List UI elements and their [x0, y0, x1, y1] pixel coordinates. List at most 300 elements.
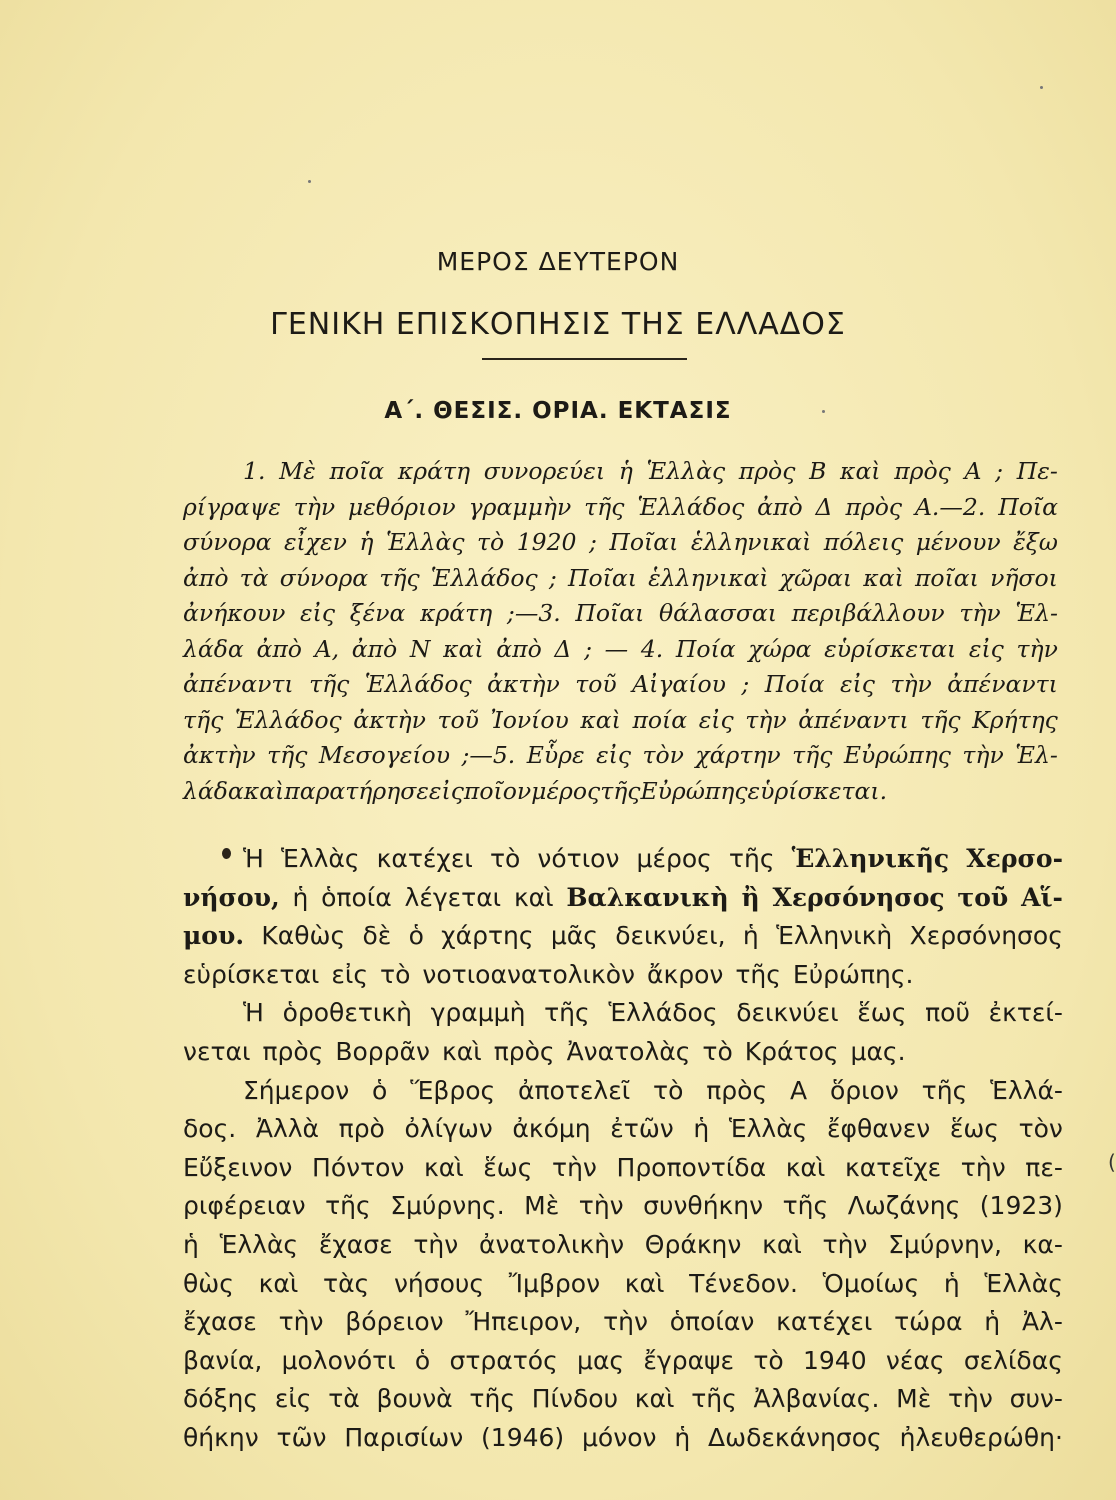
word: γραμμὴν: [468, 492, 572, 521]
word: Ἀλλὰ: [255, 1114, 320, 1144]
word: εἰς: [331, 959, 369, 989]
word: Βαλκανικὴ: [566, 882, 729, 912]
word: πρὸς: [894, 457, 951, 485]
word: ποῦ: [925, 998, 970, 1028]
word: Λωζάνης: [847, 1191, 961, 1221]
title-divider: [482, 358, 687, 360]
body-line: [183, 917, 1063, 956]
word: ἀκτὴν: [353, 705, 426, 734]
body-line: [183, 840, 1063, 879]
word: ;: [548, 563, 557, 592]
word: κράτη: [397, 457, 471, 485]
word: τῆς: [379, 563, 420, 592]
word: ἔξω: [1013, 528, 1058, 556]
word: ἡ: [292, 882, 309, 912]
word: νοτιοανατολικὸν: [422, 959, 635, 989]
word: τὴν: [959, 599, 1001, 627]
word: Σμύρνην,: [888, 1229, 1002, 1259]
word: τῆς: [728, 844, 775, 873]
word: τὴν: [948, 1384, 993, 1414]
word: Εὗρε: [526, 741, 585, 769]
word: ἑλληνικαὶ: [648, 563, 769, 592]
word: Χερσόνησος: [772, 882, 945, 912]
word: Β: [809, 457, 827, 485]
word: Α.—2.: [914, 492, 986, 521]
word: κατεῖχε: [844, 1152, 942, 1182]
word: τῆς: [469, 1384, 515, 1414]
question-line: [183, 667, 1058, 703]
word: νεται: [183, 1036, 251, 1066]
word: τὸ: [702, 1036, 733, 1066]
word: τὴν: [1016, 634, 1058, 663]
word: εἶχεν: [283, 528, 347, 556]
word: Ν: [409, 634, 431, 663]
word: Ἑλληνικῆς: [791, 844, 950, 873]
word: μέρος: [531, 776, 601, 805]
word: τὴν: [413, 1229, 459, 1259]
word: Εὐρώπης: [640, 776, 748, 805]
word: Ὁμοίως: [822, 1268, 920, 1298]
word: εἰς: [274, 1384, 312, 1414]
word: τώρα: [894, 1307, 963, 1337]
speck: [308, 180, 311, 183]
word: τῆς: [920, 705, 961, 734]
word: πρὸς: [262, 1036, 324, 1066]
body-line: [183, 1226, 1063, 1265]
word: χῶραι: [779, 563, 853, 592]
word: εἰς: [596, 741, 632, 769]
word: νότιον: [537, 844, 620, 873]
word: Κράτος: [744, 1036, 839, 1066]
word: ἔγραψε: [643, 1345, 735, 1375]
word: τοῦ: [437, 705, 479, 734]
word: πρὸς: [738, 457, 796, 485]
word: κατέχει: [776, 1307, 873, 1337]
word: τὸ: [477, 528, 505, 556]
word: ἡ: [359, 528, 374, 556]
word: ἀπὸ: [256, 634, 302, 663]
word: τὸν: [642, 741, 684, 769]
word: ὁποία: [321, 882, 392, 912]
word: ;: [584, 634, 592, 663]
part-label: ΜΕΡΟΣ ΔΕΥΤΕΡΟΝ: [436, 247, 680, 276]
word: μέρος: [636, 844, 712, 873]
word: τῆς: [309, 670, 350, 698]
question-line: [183, 632, 1058, 668]
word: Προποντίδα: [616, 1152, 767, 1182]
word: ;: [995, 457, 1004, 485]
word: μένουν: [915, 528, 1001, 556]
word: τὴν: [962, 741, 1004, 769]
word: χάρτην: [695, 741, 781, 769]
word: Ποῖαι: [575, 599, 645, 627]
word: τὸ: [489, 844, 521, 873]
word: Πε-: [1016, 457, 1058, 485]
word: τὰ: [239, 563, 269, 592]
word: ποία: [632, 705, 688, 734]
word: (1923): [979, 1191, 1063, 1221]
word: ἄκρον: [647, 959, 724, 989]
word: ὁροθετικὴ: [282, 998, 412, 1028]
word: Αἰγαίου: [632, 670, 726, 698]
word: τῆς: [735, 959, 781, 989]
word: ἡ: [984, 1307, 1001, 1337]
word: εἰς: [300, 599, 336, 627]
word: τὴν: [552, 1152, 597, 1182]
chapter-title: ΓΕΝΙΚΗ ΕΠΙΣΚΟΠΗΣΙΣ ΤΗΣ ΕΛΛΑΔΟΣ: [270, 307, 846, 342]
question-line: [183, 703, 1058, 739]
word: τῆς: [584, 492, 625, 521]
word: πρὸ: [338, 1114, 385, 1144]
body-line: [183, 1187, 1063, 1226]
word: Ἑλ-: [1015, 741, 1058, 769]
word: θάλασσαι: [659, 599, 777, 627]
word: τῆς: [544, 998, 590, 1028]
word: Σμύρνης.: [390, 1191, 505, 1221]
word: Ἑλλὰς: [984, 1268, 1063, 1298]
word: καὶ: [634, 1384, 675, 1414]
word: τῆς: [921, 1075, 968, 1105]
word: τὴν: [578, 1191, 624, 1221]
word: ἡ: [693, 1114, 710, 1144]
word: τὸ: [753, 1345, 784, 1375]
word: ἀπέναντι: [798, 705, 909, 734]
speck: [1040, 86, 1043, 89]
body-line: [183, 1380, 1063, 1419]
word: Μὲ: [524, 1191, 560, 1221]
word: Ἑλλάδος: [608, 998, 718, 1028]
word: Κρήτης: [972, 705, 1058, 734]
word: ἀκτὴν: [487, 670, 560, 698]
word: Τένεδον.: [689, 1268, 798, 1298]
word: ;: [588, 528, 597, 556]
word: μόνον: [582, 1422, 657, 1452]
word: ὁ: [414, 1345, 431, 1375]
body-line: [183, 1265, 1063, 1304]
word: Ἑλλάδος: [364, 670, 472, 698]
word: εἰς: [698, 705, 734, 734]
word: ἡ: [183, 1229, 199, 1259]
word: ἀνατολικὴν: [478, 1229, 625, 1259]
word: νέας: [885, 1345, 945, 1375]
word: Ἑλληνικὴ: [776, 921, 893, 951]
word: τὰ: [328, 1384, 360, 1414]
word: εὑρίσκεται.: [747, 776, 888, 805]
word: ἔφθανεν: [826, 1114, 931, 1144]
body-line: [183, 1303, 1063, 1342]
word: ;—3.: [506, 599, 561, 627]
word: ἀκτὴν: [183, 741, 256, 769]
word: καὶ: [513, 882, 554, 912]
word: Ἑλλάδος: [234, 705, 342, 734]
word: εἰς: [428, 776, 464, 805]
word: μεθόριον: [348, 492, 456, 521]
word: ποῖαι: [914, 563, 979, 592]
body-line: [183, 1419, 1063, 1458]
word: ἀνήκουν: [183, 599, 286, 627]
word: Α: [964, 457, 982, 485]
word: πόλεις: [823, 528, 904, 556]
word: χάρτης: [441, 921, 534, 951]
word: δεικνύει: [736, 998, 839, 1028]
word: ἀπὸ: [351, 634, 398, 663]
word: τὴν: [278, 1307, 324, 1337]
body-line: [183, 1149, 1063, 1188]
word: ξένα: [349, 599, 406, 627]
word: τὴν: [890, 670, 932, 698]
word: κατέχει: [376, 844, 473, 873]
word: Ποία: [675, 634, 736, 663]
word: ριφέρειαν: [183, 1191, 306, 1221]
word: Αἵ-: [1021, 882, 1063, 912]
word: συνθήκην: [643, 1191, 764, 1221]
word: Ἑλ-: [1015, 599, 1058, 627]
question-line: [183, 774, 1058, 810]
word: Ἡ: [243, 998, 264, 1028]
word: Ἀνατολὰς: [566, 1036, 691, 1066]
word: Ποῖαι: [609, 528, 679, 556]
word: κράτη: [420, 599, 493, 627]
question-line: [183, 525, 1058, 561]
margin-mark: (: [1108, 1150, 1116, 1174]
word: συν-: [1009, 1384, 1063, 1414]
word: ἀποτελεῖ: [518, 1075, 631, 1105]
word: Ἑλλὰς: [728, 1114, 808, 1144]
word: τὸν: [1018, 1114, 1063, 1144]
word: Χερσόνησος: [909, 921, 1063, 951]
word: βανία,: [183, 1345, 263, 1375]
word: τὰς: [323, 1268, 370, 1298]
word: Εὐρώπης.: [792, 959, 914, 989]
question-line: [183, 561, 1058, 597]
word: ἕως: [483, 1152, 533, 1182]
word: παρατήρησε: [284, 776, 429, 805]
word: τῆς: [691, 1384, 737, 1414]
word: τὴν: [822, 1229, 868, 1259]
body-line: [183, 1110, 1063, 1149]
word: τῆς: [325, 1191, 371, 1221]
word: Ἡ: [243, 844, 264, 873]
word: δὲ: [362, 921, 392, 951]
word: ;—5.: [461, 741, 516, 769]
word: πε-: [1025, 1152, 1063, 1182]
word: πρὸς: [845, 492, 903, 521]
word: νήσους: [393, 1268, 485, 1298]
word: ὅριον: [829, 1075, 899, 1105]
word: ἐκτεί-: [988, 998, 1063, 1028]
word: 1940: [802, 1345, 867, 1375]
word: βουνὰ: [376, 1384, 453, 1414]
word: Ποῖαι: [567, 563, 637, 592]
word: ἡ: [943, 1268, 960, 1298]
word: ποῖον: [463, 776, 532, 805]
word: Ἀλβανίας.: [753, 1384, 880, 1414]
body-line: [183, 994, 1063, 1033]
word: εἰς: [968, 634, 1004, 663]
word: ἔχασε: [183, 1307, 257, 1337]
word: καὶ: [624, 1268, 665, 1298]
word: Πίνδου: [531, 1384, 619, 1414]
word: στρατός: [449, 1345, 558, 1375]
word: τῆς: [267, 741, 308, 769]
word: καὶ: [243, 776, 285, 805]
word: δεικνύει,: [615, 921, 726, 951]
word: ἀπέναντι: [947, 670, 1058, 698]
word: τὴν: [960, 1152, 1006, 1182]
word: δόξης: [183, 1384, 259, 1414]
word: Α: [789, 1075, 808, 1105]
question-line: [183, 454, 1058, 490]
body-line: [183, 1033, 1063, 1072]
word: θὼς: [183, 1268, 234, 1298]
word: τὴν: [293, 492, 336, 521]
body-line: [183, 1072, 1063, 1111]
word: σύνορα: [183, 528, 272, 556]
word: καὶ: [580, 705, 621, 734]
word: τὴν: [603, 1307, 648, 1337]
word: καὶ: [840, 457, 881, 485]
word: Ἤπειρον,: [465, 1307, 582, 1337]
word: ὀλίγων: [404, 1114, 493, 1144]
word: ἔχασε: [318, 1229, 393, 1259]
word: τὴν: [745, 705, 787, 734]
word: ἐτῶν: [610, 1114, 674, 1144]
word: Εὐρώπης: [843, 741, 951, 769]
word: μολονότι: [281, 1345, 396, 1375]
word: Ποία: [764, 670, 825, 698]
word: τοῦ: [957, 882, 1009, 912]
word: τῶν: [276, 1422, 327, 1452]
word: καὶ: [785, 1152, 826, 1182]
word: χώρα: [748, 634, 812, 663]
word: ρίγραψε: [183, 492, 281, 521]
word: καὶ: [863, 563, 904, 592]
word: καὶ: [443, 634, 484, 663]
word: γραμμὴ: [430, 998, 526, 1028]
body-line: [183, 1342, 1063, 1381]
word: ποῖα: [329, 457, 385, 485]
word: ὁ: [408, 921, 424, 951]
word: τῆς: [183, 705, 224, 734]
word: Μὲ: [896, 1384, 932, 1414]
word: Ἑλλάδος: [637, 492, 745, 521]
word: Ἑλλάδος: [430, 563, 538, 592]
word: ἀπὸ: [496, 634, 542, 663]
word: εὑρίσκεται: [183, 959, 320, 989]
word: Δ: [815, 492, 833, 521]
question-line: [183, 490, 1058, 526]
word: 1.: [243, 457, 266, 485]
word: λέγεται: [404, 882, 502, 912]
word: Ἑλλά-: [990, 1075, 1063, 1105]
word: ὁποίαν: [669, 1307, 755, 1337]
word: λάδα: [183, 634, 244, 663]
word: καὶ: [442, 1036, 482, 1066]
word: ἀκόμη: [512, 1114, 591, 1144]
word: πρὸς: [493, 1036, 555, 1066]
word: μου.: [183, 921, 245, 951]
word: καὶ: [424, 1152, 464, 1182]
word: τὸ: [380, 959, 411, 989]
word: ἀπέναντι: [183, 670, 294, 698]
word: Ἑλλὰς: [281, 844, 360, 873]
word: ὁ: [372, 1075, 388, 1105]
word: —: [604, 634, 629, 663]
word: (1946): [481, 1422, 565, 1452]
word: εὑρίσκεται: [824, 634, 957, 663]
word: Ἀλ-: [1021, 1307, 1063, 1337]
word: ;: [741, 670, 750, 698]
word: εἰς: [839, 670, 875, 698]
question-line: [183, 738, 1058, 774]
word: σύνορα: [279, 563, 369, 592]
word: δος.: [183, 1114, 237, 1144]
word: περιβάλλουν: [791, 599, 945, 627]
word: τὸ: [653, 1075, 684, 1105]
word: Μὲ: [279, 457, 316, 485]
word: νῆσοι: [990, 563, 1058, 592]
word: Δωδεκάνησος: [708, 1422, 882, 1452]
word: σελίδας: [963, 1345, 1063, 1375]
word: Μεσογείου: [318, 741, 450, 769]
word: 4.: [640, 634, 664, 663]
word: Βορρᾶν: [335, 1036, 430, 1066]
word: Δ: [554, 634, 572, 663]
word: Θράκην: [644, 1229, 742, 1259]
exercise-questions: [183, 454, 1058, 809]
body-text: [183, 840, 1063, 1458]
word: τῆς: [792, 741, 833, 769]
word: Ἰονίου: [490, 705, 569, 734]
word: τοῦ: [575, 670, 617, 698]
word: ἡ: [674, 1422, 691, 1452]
word: Σήμερον: [243, 1075, 350, 1105]
word: μας.: [850, 1036, 906, 1066]
section-title: Α΄. ΘΕΣΙΣ. ΟΡΙΑ. ΕΚΤΑΣΙΣ: [384, 398, 732, 424]
word: Ποῖα: [998, 492, 1058, 521]
word: Ἴμβρον: [508, 1268, 601, 1298]
word: κα-: [1022, 1229, 1063, 1259]
question-line: [183, 596, 1058, 632]
word: ἕως: [949, 1114, 999, 1144]
word: μας: [577, 1345, 625, 1375]
word: Ἑλλὰς: [385, 528, 465, 556]
word: νήσου,: [183, 882, 280, 912]
word: ἠλευθερώθη·: [899, 1422, 1063, 1452]
word: ἀπὸ: [757, 492, 803, 521]
word: βόρειον: [345, 1307, 444, 1337]
speck: [822, 410, 825, 413]
word: ἑλληνικαὶ: [690, 528, 812, 556]
word: λάδα: [183, 776, 244, 805]
word: συνορεύει: [483, 457, 606, 485]
word: καὶ: [762, 1229, 802, 1259]
word: Ἑλλὰς: [646, 457, 726, 485]
body-line: [183, 879, 1063, 918]
word: καὶ: [258, 1268, 299, 1298]
word: μᾶς: [550, 921, 598, 951]
word: τῆς: [600, 776, 641, 805]
word: ἢ: [741, 882, 760, 912]
word: πρὸς: [706, 1075, 768, 1105]
word: 1920: [516, 528, 577, 556]
word: Παρισίων: [344, 1422, 464, 1452]
word: Ἑλλὰς: [219, 1229, 299, 1259]
word: Χερσο-: [966, 844, 1063, 873]
word: ἕως: [857, 998, 907, 1028]
word: τῆς: [782, 1191, 829, 1221]
word: θήκην: [183, 1422, 259, 1452]
